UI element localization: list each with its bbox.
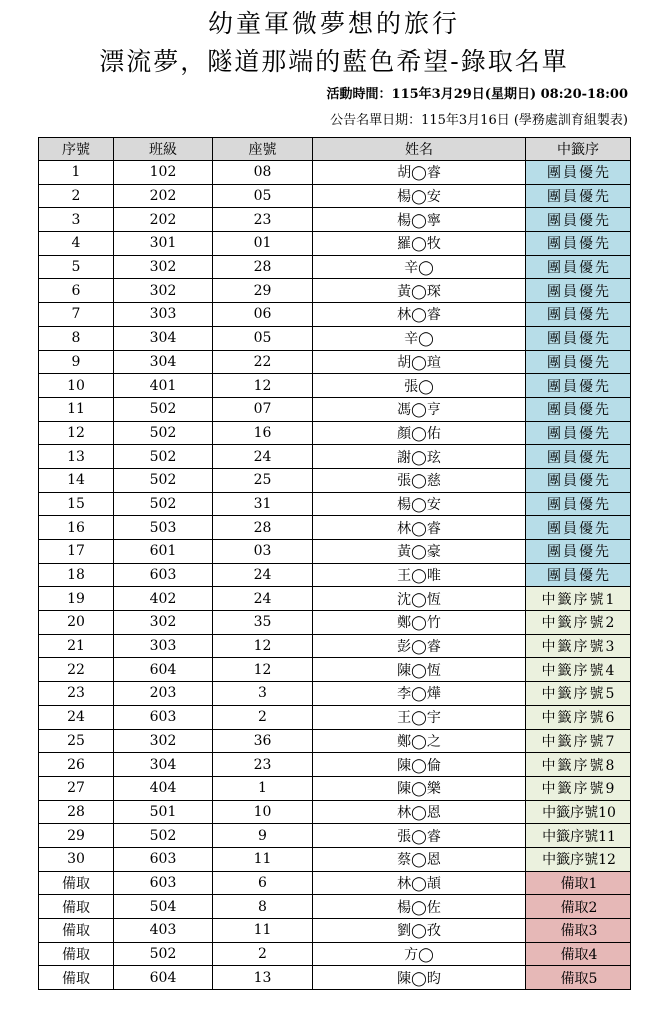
- column-header-no: 序號: [39, 138, 114, 161]
- cell-seat: 25: [213, 468, 313, 492]
- cell-seat: 07: [213, 397, 313, 421]
- table-row: [39, 492, 631, 516]
- cell-no: 備取: [39, 919, 114, 943]
- cell-lot: 團員優先: [526, 350, 631, 374]
- table-row: [39, 871, 631, 895]
- event-time: 活動時間：115年3月29日(星期日) 08:20-18:00: [326, 87, 628, 102]
- cell-no: 25: [39, 729, 114, 753]
- cell-seat: 11: [213, 919, 313, 943]
- column-header-name: 姓名: [313, 138, 526, 161]
- cell-class: 601: [114, 540, 213, 564]
- table-row: [39, 682, 631, 706]
- cell-seat: 28: [213, 255, 313, 279]
- cell-name: 楊◯寧: [313, 208, 526, 232]
- table-row: [39, 326, 631, 350]
- cell-class: 203: [114, 682, 213, 706]
- cell-class: 604: [114, 966, 213, 990]
- cell-no: 備取: [39, 942, 114, 966]
- table-row: [39, 516, 631, 540]
- cell-class: 202: [114, 184, 213, 208]
- cell-lot: 團員優先: [526, 232, 631, 256]
- cell-seat: 22: [213, 350, 313, 374]
- cell-lot: 團員優先: [526, 468, 631, 492]
- cell-seat: 08: [213, 161, 313, 185]
- cell-no: 17: [39, 540, 114, 564]
- cell-name: 劉◯孜: [313, 919, 526, 943]
- announce-date: 公告名單日期：115年3月16日 (學務處訓育組製表): [330, 113, 628, 128]
- cell-class: 304: [114, 326, 213, 350]
- table-row: [39, 374, 631, 398]
- table-header-row: [39, 138, 631, 161]
- table-row: [39, 563, 631, 587]
- cell-class: 404: [114, 776, 213, 800]
- cell-name: 陳◯樂: [313, 776, 526, 800]
- cell-name: 顏◯佑: [313, 421, 526, 445]
- cell-lot: 團員優先: [526, 445, 631, 469]
- cell-class: 304: [114, 350, 213, 374]
- cell-name: 辛◯: [313, 255, 526, 279]
- cell-seat: 2: [213, 705, 313, 729]
- cell-name: 辛◯: [313, 326, 526, 350]
- cell-no: 16: [39, 516, 114, 540]
- cell-no: 11: [39, 397, 114, 421]
- column-header-class: 班級: [114, 138, 213, 161]
- cell-class: 604: [114, 658, 213, 682]
- cell-no: 15: [39, 492, 114, 516]
- cell-lot: 團員優先: [526, 516, 631, 540]
- cell-class: 202: [114, 208, 213, 232]
- cell-class: 304: [114, 753, 213, 777]
- table-row: [39, 776, 631, 800]
- cell-seat: 31: [213, 492, 313, 516]
- cell-class: 401: [114, 374, 213, 398]
- cell-seat: 1: [213, 776, 313, 800]
- cell-no: 2: [39, 184, 114, 208]
- cell-lot: 團員優先: [526, 255, 631, 279]
- cell-lot: 中籤序號7: [526, 729, 631, 753]
- cell-seat: 24: [213, 445, 313, 469]
- cell-no: 8: [39, 326, 114, 350]
- cell-seat: 11: [213, 847, 313, 871]
- cell-class: 503: [114, 516, 213, 540]
- table-row: [39, 184, 631, 208]
- cell-class: 502: [114, 468, 213, 492]
- cell-seat: 12: [213, 634, 313, 658]
- table-row: [39, 611, 631, 635]
- table-row: [39, 966, 631, 990]
- cell-no: 9: [39, 350, 114, 374]
- table-row: [39, 350, 631, 374]
- cell-class: 603: [114, 705, 213, 729]
- table-row: [39, 824, 631, 848]
- document-title: 幼童軍微夢想的旅行: [207, 9, 460, 38]
- cell-no: 備取: [39, 871, 114, 895]
- cell-name: 陳◯恆: [313, 658, 526, 682]
- cell-name: 楊◯安: [313, 184, 526, 208]
- cell-class: 502: [114, 492, 213, 516]
- cell-class: 302: [114, 255, 213, 279]
- cell-lot: 備取1: [526, 871, 631, 895]
- cell-lot: 團員優先: [526, 421, 631, 445]
- cell-lot: 團員優先: [526, 208, 631, 232]
- cell-name: 黃◯琛: [313, 279, 526, 303]
- cell-seat: 35: [213, 611, 313, 635]
- cell-lot: 團員優先: [526, 161, 631, 185]
- cell-seat: 3: [213, 682, 313, 706]
- table-row: [39, 208, 631, 232]
- cell-lot: 中籤序號8: [526, 753, 631, 777]
- cell-seat: 10: [213, 800, 313, 824]
- cell-seat: 24: [213, 563, 313, 587]
- table-row: [39, 445, 631, 469]
- cell-seat: 05: [213, 184, 313, 208]
- table-row: [39, 161, 631, 185]
- cell-seat: 12: [213, 374, 313, 398]
- cell-no: 6: [39, 279, 114, 303]
- cell-lot: 備取2: [526, 895, 631, 919]
- cell-no: 備取: [39, 895, 114, 919]
- table-row: [39, 942, 631, 966]
- table-row: [39, 800, 631, 824]
- table-row: [39, 468, 631, 492]
- table-body: [39, 161, 631, 990]
- cell-no: 26: [39, 753, 114, 777]
- table-row: [39, 255, 631, 279]
- cell-seat: 13: [213, 966, 313, 990]
- table-row: [39, 658, 631, 682]
- table-row: [39, 847, 631, 871]
- cell-class: 303: [114, 303, 213, 327]
- cell-name: 楊◯安: [313, 492, 526, 516]
- cell-name: 張◯慈: [313, 468, 526, 492]
- cell-seat: 03: [213, 540, 313, 564]
- cell-seat: 23: [213, 753, 313, 777]
- cell-name: 蔡◯恩: [313, 847, 526, 871]
- cell-class: 603: [114, 847, 213, 871]
- cell-lot: 中籤序號11: [526, 824, 631, 848]
- cell-lot: 中籤序號5: [526, 682, 631, 706]
- cell-class: 302: [114, 279, 213, 303]
- table-row: [39, 587, 631, 611]
- cell-no: 30: [39, 847, 114, 871]
- table-row: [39, 895, 631, 919]
- cell-no: 22: [39, 658, 114, 682]
- cell-class: 303: [114, 634, 213, 658]
- cell-seat: 01: [213, 232, 313, 256]
- cell-seat: 2: [213, 942, 313, 966]
- cell-name: 楊◯佐: [313, 895, 526, 919]
- cell-lot: 中籤序號6: [526, 705, 631, 729]
- cell-no: 備取: [39, 966, 114, 990]
- cell-class: 504: [114, 895, 213, 919]
- cell-lot: 中籤序號3: [526, 634, 631, 658]
- cell-lot: 團員優先: [526, 540, 631, 564]
- cell-no: 14: [39, 468, 114, 492]
- table-row: [39, 705, 631, 729]
- cell-seat: 24: [213, 587, 313, 611]
- cell-no: 1: [39, 161, 114, 185]
- cell-class: 301: [114, 232, 213, 256]
- cell-lot: 團員優先: [526, 279, 631, 303]
- cell-class: 302: [114, 729, 213, 753]
- cell-name: 方◯: [313, 942, 526, 966]
- cell-lot: 中籤序號10: [526, 800, 631, 824]
- cell-name: 沈◯恆: [313, 587, 526, 611]
- cell-class: 502: [114, 824, 213, 848]
- cell-no: 18: [39, 563, 114, 587]
- cell-lot: 團員優先: [526, 184, 631, 208]
- cell-lot: 團員優先: [526, 563, 631, 587]
- cell-name: 林◯恩: [313, 800, 526, 824]
- cell-seat: 28: [213, 516, 313, 540]
- cell-no: 12: [39, 421, 114, 445]
- cell-lot: 備取5: [526, 966, 631, 990]
- cell-lot: 中籤序號12: [526, 847, 631, 871]
- cell-name: 馮◯亨: [313, 397, 526, 421]
- cell-class: 102: [114, 161, 213, 185]
- cell-lot: 中籤序號1: [526, 587, 631, 611]
- table-row: [39, 279, 631, 303]
- cell-name: 張◯: [313, 374, 526, 398]
- cell-name: 張◯睿: [313, 824, 526, 848]
- cell-seat: 12: [213, 658, 313, 682]
- cell-name: 林◯睿: [313, 516, 526, 540]
- cell-class: 603: [114, 871, 213, 895]
- table-row: [39, 919, 631, 943]
- cell-name: 鄭◯之: [313, 729, 526, 753]
- cell-class: 603: [114, 563, 213, 587]
- cell-seat: 6: [213, 871, 313, 895]
- cell-class: 502: [114, 397, 213, 421]
- cell-class: 402: [114, 587, 213, 611]
- admission-table: [38, 137, 631, 990]
- cell-class: 403: [114, 919, 213, 943]
- cell-seat: 8: [213, 895, 313, 919]
- cell-name: 陳◯昀: [313, 966, 526, 990]
- table-row: [39, 729, 631, 753]
- column-header-seat: 座號: [213, 138, 313, 161]
- cell-no: 27: [39, 776, 114, 800]
- cell-name: 胡◯睿: [313, 161, 526, 185]
- cell-seat: 16: [213, 421, 313, 445]
- cell-name: 彭◯睿: [313, 634, 526, 658]
- cell-lot: 中籤序號9: [526, 776, 631, 800]
- cell-name: 林◯睿: [313, 303, 526, 327]
- cell-name: 王◯宇: [313, 705, 526, 729]
- table-row: [39, 232, 631, 256]
- cell-no: 3: [39, 208, 114, 232]
- table-row: [39, 540, 631, 564]
- cell-no: 28: [39, 800, 114, 824]
- cell-name: 胡◯瑄: [313, 350, 526, 374]
- document-subtitle: 漂流夢，隧道那端的藍色希望-錄取名單: [99, 47, 569, 76]
- cell-name: 黃◯豪: [313, 540, 526, 564]
- cell-no: 5: [39, 255, 114, 279]
- cell-class: 502: [114, 942, 213, 966]
- cell-no: 29: [39, 824, 114, 848]
- cell-lot: 備取4: [526, 942, 631, 966]
- cell-lot: 團員優先: [526, 397, 631, 421]
- cell-class: 501: [114, 800, 213, 824]
- cell-seat: 06: [213, 303, 313, 327]
- cell-seat: 9: [213, 824, 313, 848]
- cell-lot: 團員優先: [526, 492, 631, 516]
- cell-no: 21: [39, 634, 114, 658]
- cell-class: 502: [114, 445, 213, 469]
- cell-lot: 中籤序號2: [526, 611, 631, 635]
- cell-lot: 團員優先: [526, 374, 631, 398]
- cell-seat: 29: [213, 279, 313, 303]
- cell-no: 13: [39, 445, 114, 469]
- cell-lot: 團員優先: [526, 326, 631, 350]
- cell-class: 502: [114, 421, 213, 445]
- cell-lot: 中籤序號4: [526, 658, 631, 682]
- cell-name: 羅◯牧: [313, 232, 526, 256]
- table-row: [39, 421, 631, 445]
- cell-name: 陳◯倫: [313, 753, 526, 777]
- cell-no: 10: [39, 374, 114, 398]
- cell-lot: 備取3: [526, 919, 631, 943]
- column-header-lot: 中籤序: [526, 138, 631, 161]
- cell-class: 302: [114, 611, 213, 635]
- table-row: [39, 397, 631, 421]
- cell-no: 7: [39, 303, 114, 327]
- cell-name: 謝◯玹: [313, 445, 526, 469]
- cell-no: 19: [39, 587, 114, 611]
- table-row: [39, 634, 631, 658]
- table-row: [39, 303, 631, 327]
- cell-seat: 36: [213, 729, 313, 753]
- cell-name: 王◯唯: [313, 563, 526, 587]
- cell-name: 李◯燁: [313, 682, 526, 706]
- cell-no: 23: [39, 682, 114, 706]
- cell-seat: 23: [213, 208, 313, 232]
- cell-name: 林◯頡: [313, 871, 526, 895]
- table-row: [39, 753, 631, 777]
- cell-lot: 團員優先: [526, 303, 631, 327]
- cell-name: 鄭◯竹: [313, 611, 526, 635]
- cell-no: 24: [39, 705, 114, 729]
- cell-seat: 05: [213, 326, 313, 350]
- cell-no: 20: [39, 611, 114, 635]
- cell-no: 4: [39, 232, 114, 256]
